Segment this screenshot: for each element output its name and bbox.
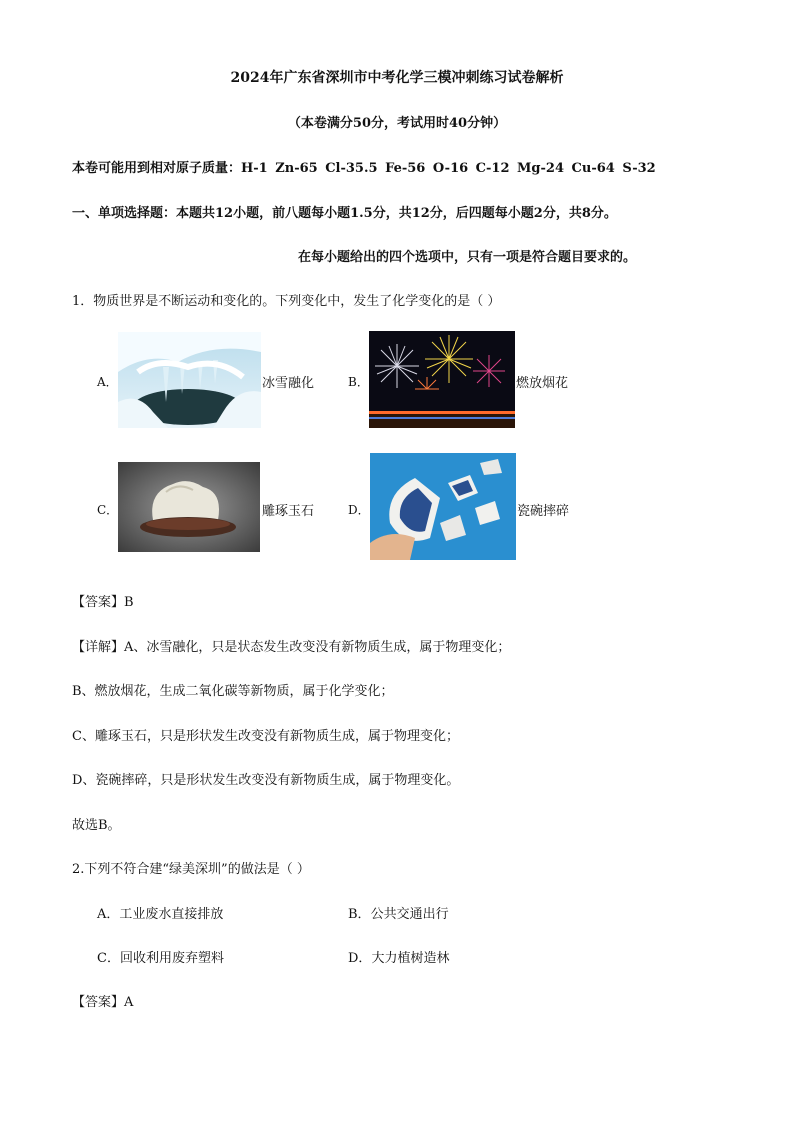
q2-option-c bbox=[97, 947, 224, 966]
explanation-line: D、瓷碗摔碎，只是形状发生改变没有新物质生成，属于物理变化。 bbox=[72, 773, 460, 788]
section-instruction: 在每小题给出的四个选项中，只有一项是符合题目要求的。 bbox=[298, 250, 637, 265]
option-b-letter: B． bbox=[348, 375, 369, 389]
fireworks-image bbox=[369, 331, 515, 428]
question-1-answer: 【答案】B bbox=[72, 595, 134, 610]
document-subtitle: （本卷满分50分，考试用时40分钟） bbox=[287, 116, 507, 131]
question-2-stem: 2.下列不符合建“绿美深圳”的做法是（ ） bbox=[72, 862, 310, 877]
option-c-text: 雕琢玉石 bbox=[262, 504, 315, 519]
option-letter: B． bbox=[348, 907, 371, 922]
option-text: 回收利用废弃塑料 bbox=[119, 951, 224, 966]
option-d-letter: D． bbox=[348, 503, 370, 517]
option-text: 公共交通出行 bbox=[370, 907, 449, 922]
explanation-line: 故选B。 bbox=[72, 818, 121, 833]
option-text: 大力植树造林 bbox=[371, 951, 450, 966]
option-a-text: 冰雪融化 bbox=[262, 376, 315, 391]
option-text: 工业废水直接排放 bbox=[119, 907, 224, 922]
option-c-letter: C． bbox=[97, 503, 119, 517]
option-b-text: 燃放烟花 bbox=[516, 376, 569, 391]
option-letter: C． bbox=[97, 951, 120, 966]
question-2-answer: 【答案】A bbox=[72, 995, 134, 1010]
option-a-letter: A． bbox=[97, 375, 118, 389]
broken-bowl-image bbox=[370, 453, 516, 560]
ice-melting-image bbox=[118, 332, 261, 428]
option-letter: D． bbox=[348, 951, 372, 966]
section-heading: 一、单项选择题：本题共12小题，前八题每小题1.5分，共12分，后四题每小题2分，共8分。 bbox=[72, 206, 617, 221]
explanation-line: 【详解】A、冰雪融化，只是状态发生改变没有新物质生成，属于物理变化； bbox=[72, 640, 511, 655]
explanation-line: B、燃放烟花，生成二氧化碳等新物质，属于化学变化； bbox=[72, 684, 394, 699]
q2-option-d bbox=[348, 947, 449, 966]
option-letter: A． bbox=[97, 907, 120, 922]
question-1-stem: 1．物质世界是不断运动和变化的。下列变化中，发生了化学变化的是（ ） bbox=[72, 294, 501, 309]
q2-option-b bbox=[348, 903, 449, 922]
option-d-text: 瓷碗摔碎 bbox=[517, 504, 570, 519]
q2-option-a bbox=[97, 903, 223, 922]
jade-carving-image bbox=[118, 462, 260, 552]
atomic-mass-line: 本卷可能用到相对原子质量：H-1 Zn-65 Cl-35.5 Fe-56 O-16 C-12 Mg-24 Cu-64 S-32 bbox=[72, 161, 656, 176]
document-title: 2024年广东省深圳市中考化学三模冲刺练习试卷解析 bbox=[230, 70, 564, 86]
explanation-line: C、雕琢玉石，只是形状发生改变没有新物质生成，属于物理变化； bbox=[72, 729, 459, 744]
